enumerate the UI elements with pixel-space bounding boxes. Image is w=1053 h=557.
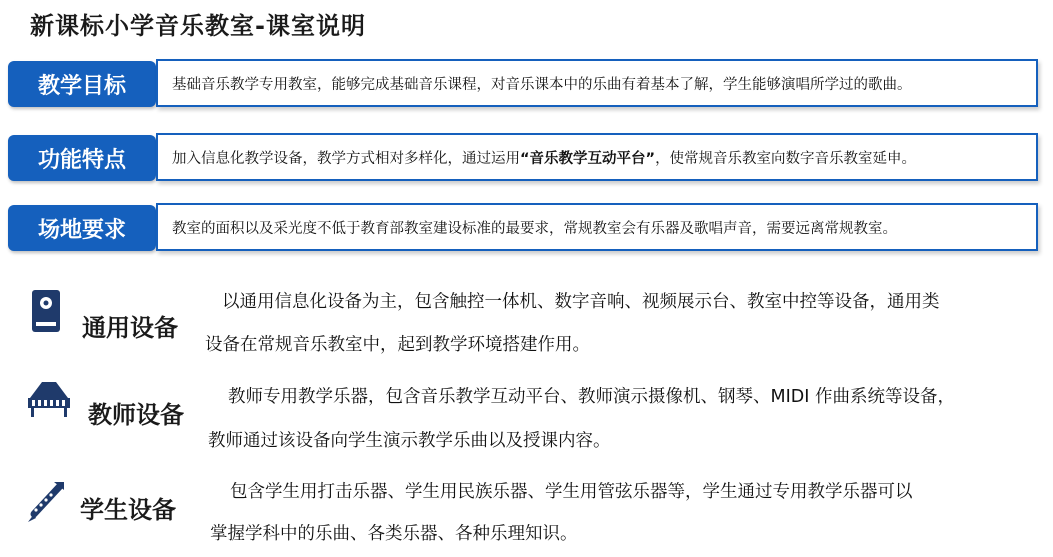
piano-icon: [26, 378, 72, 418]
info-row-site-requirements: [8, 203, 1038, 255]
equipment-title: 学生设备: [80, 496, 176, 524]
info-row-teaching-goal: [8, 59, 1038, 111]
equipment-desc-line: 掌握学科中的乐曲、各类乐器、各种乐理知识。: [210, 524, 578, 544]
speaker-icon: [30, 288, 62, 334]
equipment-title: 通用设备: [82, 314, 178, 342]
equipment-desc-line: 设备在常规音乐教室中，起到教学环境搭建作用。: [205, 335, 590, 355]
info-text: 加入信息化教学设备，教学方式相对多样化，通过运用 “音乐教学互动平台” ，使常规音乐教室向数字音乐教室延申。: [156, 133, 1038, 181]
equipment-desc-line: 包含学生用打击乐器、学生用民族乐器、学生用管弦乐器等，学生通过专用教学乐器可以: [230, 482, 913, 502]
equipment-title: 教师设备: [88, 401, 184, 429]
info-row-features: [8, 133, 1038, 185]
info-label: 场地要求: [8, 205, 156, 251]
clarinet-icon: [24, 478, 66, 524]
info-text: 基础音乐教学专用教室，能够完成基础音乐课程，对音乐课本中的乐曲有着基本了解，学生能够演唱所学过的歌曲。: [156, 59, 1038, 107]
info-text: 教室的面积以及采光度不低于教育部教室建设标准的最要求，常规教室会有乐器及歌唱声音，需要远离常规教室。: [156, 203, 1038, 251]
info-label: 教学目标: [8, 61, 156, 107]
equipment-desc-line: 以通用信息化设备为主，包含触控一体机、数字音响、视频展示台、教室中控等设备，通用类: [222, 292, 940, 312]
platform-name: “音乐教学互动平台”: [520, 150, 656, 167]
equipment-desc-line: 教师专用教学乐器，包含音乐教学互动平台、教师演示摄像机、钢琴、MIDI 作曲系统等设备，: [228, 387, 955, 407]
page-title: 新课标小学音乐教室-课室说明: [30, 12, 366, 40]
info-label: 功能特点: [8, 135, 156, 181]
equipment-desc-line: 教师通过该设备向学生演示教学乐曲以及授课内容。: [208, 431, 611, 451]
